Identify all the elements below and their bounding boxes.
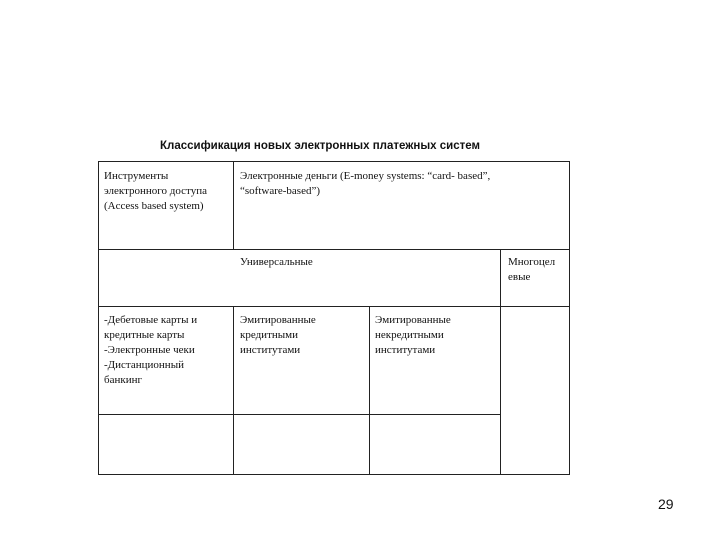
cell-emoney: Электронные деньги (E-money systems: “card- based”, “software-based”) [240,170,491,197]
col-divider-3 [500,249,501,475]
col-divider-1b [233,306,234,475]
page-number: 29 [658,496,674,512]
table-border-left [98,161,99,475]
cell-universal: Универсальные [240,256,313,268]
table-border-top [98,161,570,162]
col-divider-1a [233,161,234,250]
table-border-right [569,161,570,475]
classification-table [98,161,570,475]
col-divider-2 [369,306,370,475]
cell-credit-issued: Эмитированные кредитными институтами [240,314,316,356]
row-divider-2b [500,306,570,307]
cell-multipurpose: Многоцел евые [508,256,556,283]
cell-noncredit-issued: Эмитированные некредитными институтами [375,314,451,356]
row-divider-3 [98,414,500,415]
row-divider-2a [98,306,500,307]
cell-debit-cards: -Дебетовые карты и кредитные карты -Электронные чеки -Дистанционный банкинг [104,314,198,386]
cell-access-instruments: Инструменты электронного доступа (Access based system) [104,170,207,212]
document-title: Классификация новых электронных платежных систем [160,140,480,152]
